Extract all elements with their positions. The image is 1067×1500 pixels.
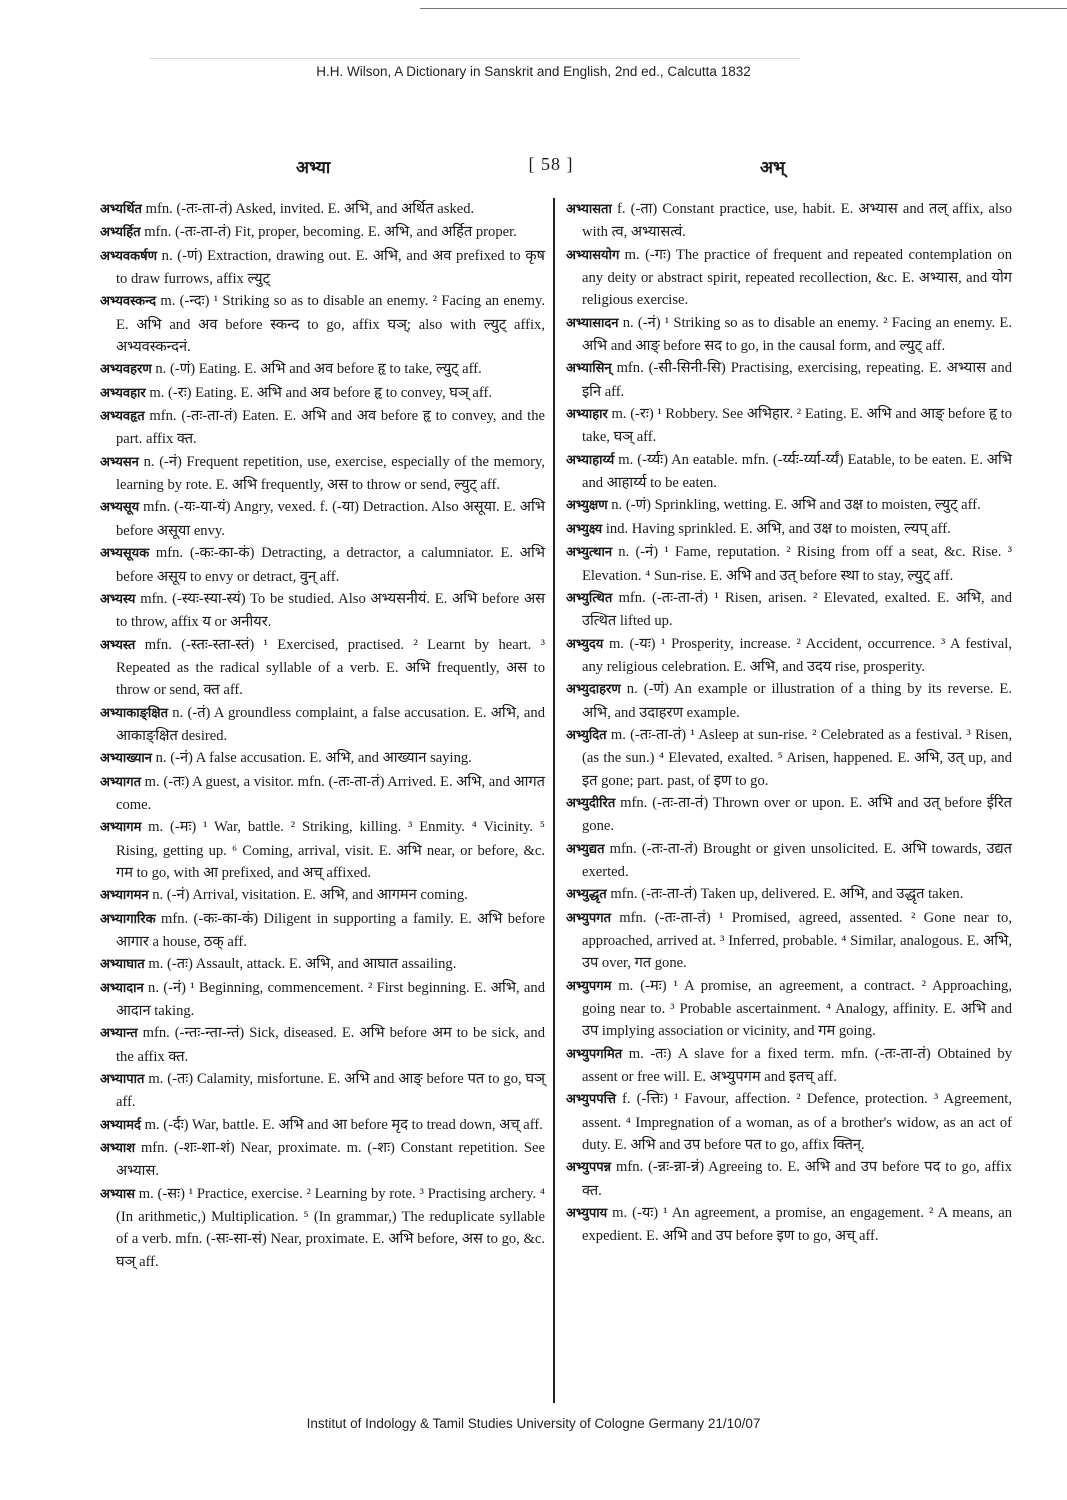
dictionary-entry xyxy=(566,518,1012,541)
entry-definition: mfn. (-तः-ता-तं) Brought or given unsolicited. E. अभि towards, उद्यत exerted. xyxy=(582,840,1012,880)
entry-definition: m. (-तः-ता-तं) ¹ Asleep at sun-rise. ² Celebrated as a festival. ³ Risen, (as the sun.) ⁴ Elevated, exalted. ⁵ Arisen, happened. E. अभि, उत् up, and इत gone; part. past, of इण to go. xyxy=(582,726,1012,789)
entry-definition: m. (-मः) ¹ War, battle. ² Striking, killing. ³ Enmity. ⁴ Vicinity. ⁵ Rising, getting up. ⁶ Coming, arrival, visit. E. अभि near, or before, &c. गम to go, with आ prefixed, and अच् affixed. xyxy=(116,819,545,881)
entry-headword: अभ्यवहार xyxy=(100,385,146,401)
dictionary-entry xyxy=(100,634,545,702)
entry-headword: अभ्युद्यत xyxy=(566,841,605,857)
dictionary-entry xyxy=(100,816,545,884)
dictionary-entry xyxy=(566,838,1012,884)
entry-definition: m. (-सः) ¹ Practice, exercise. ² Learning by rote. ³ Practising archery. ⁴ (In arithmetic,) Multiplication. ⁵ (In grammar,) The reduplicate syllable of a verb. mfn. (-सः-सा-सं) Near, proximate. E. अभि before, अस to go, &c. घञ् aff. xyxy=(116,1185,545,1270)
entry-definition: m. (-र्दः) War, battle. E. अभि and आ before मृद to tread down, अच् aff. xyxy=(140,1116,543,1133)
entry-headword: अभ्यापात xyxy=(100,1072,145,1088)
dictionary-entry xyxy=(566,357,1012,403)
entry-headword: अभ्यागमन xyxy=(100,888,149,904)
entry-definition: m. (-तः) Assault, attack. E. अभि, and आघात assailing. xyxy=(144,956,457,973)
dictionary-entry xyxy=(566,1088,1012,1156)
entry-definition: m. (-तः) Calamity, misfortune. E. अभि and आङ् before पत to go, घञ् aff. xyxy=(116,1071,545,1111)
entry-definition: mfn. (-तः-ता-तं) ¹ Promised, agreed, assented. ² Gone near to, approached, arrived at. ³ Inferred, probable. ⁴ Similar, analogous. E. अभि, उप over, गत gone. xyxy=(582,909,1012,972)
footer: Institut of Indology & Tamil Studies University of Cologne Germany 21/10/07 xyxy=(306,1416,761,1431)
entry-headword: अभ्यागत xyxy=(100,774,141,790)
entry-definition: mfn. (-न्तः-न्ता-न्तं) Sick, diseased. E. अभि before अम to be sick, and the affix क्त. xyxy=(116,1025,545,1065)
dictionary-entry xyxy=(566,907,1012,975)
entry-headword: अभ्युपगत xyxy=(566,910,611,926)
entry-headword: अभ्युदाहरण xyxy=(566,682,621,698)
dictionary-entry xyxy=(100,496,545,542)
dictionary-entry xyxy=(100,588,545,634)
entry-definition: m. (-यः) ¹ An agreement, a promise, an engagement. ² A means, an expedient. E. अभि and उप before इण to go, अच् aff. xyxy=(582,1205,1012,1245)
dictionary-entry xyxy=(566,403,1012,449)
entry-headword: अभ्यर्हित xyxy=(100,225,141,241)
entry-definition: m. (-र्य्यः) An eatable. mfn. (-र्य्यः-र्य्या-र्य्यं) Eatable, to be eaten. E. अभि and आहार्य्य to be eaten. xyxy=(582,451,1012,492)
entry-definition: n. (-नं) Frequent repetition, use, exercise, especially of the memory, learning by rote. E. अभि frequently, अस to throw or send, ल्युट् aff. xyxy=(116,453,545,494)
entry-headword: अभ्याघात xyxy=(100,957,145,973)
entry-definition: mfn. (-तः-ता-तं) Taken up, delivered. E. अभि, and उद्धृत taken. xyxy=(606,886,964,903)
entry-definition: mfn. (-तः-ता-तं) ¹ Risen, arisen. ² Elevated, exalted. E. अभि, and उत्थित lifted up. xyxy=(582,589,1012,630)
entry-headword: अभ्याश xyxy=(100,1141,136,1157)
entry-headword: अभ्यवहृत xyxy=(100,409,145,425)
dictionary-entry xyxy=(566,633,1012,679)
entry-definition: n. (-नं) ¹ Striking so as to disable an enemy. ² Facing an enemy. E. अभि and आङ् before सद to go, in the causal form, and ल्युट् aff. xyxy=(582,314,1012,355)
entry-definition: n. (-नं) Arrival, visitation. E. अभि, and आगमन coming. xyxy=(148,887,468,904)
entry-definition: n. (-तं) A groundless complaint, a false accusation. E. अभि, and आकाङ्क्षित desired. xyxy=(116,704,545,744)
entry-headword: अभ्युक्ष्य xyxy=(566,521,603,537)
entry-headword: अभ्यासिन् xyxy=(566,361,612,377)
dictionary-entry xyxy=(100,747,545,770)
dictionary-entry xyxy=(566,587,1012,633)
dictionary-entry xyxy=(566,449,1012,495)
entry-headword: अभ्याहार्य्य xyxy=(566,452,615,468)
entry-headword: अभ्युक्षण xyxy=(566,498,608,514)
dictionary-entry xyxy=(100,908,545,954)
dictionary-entry xyxy=(100,221,545,244)
dictionary-entry xyxy=(100,451,545,497)
dictionary-entry xyxy=(100,290,545,358)
entry-definition: n. (-नं) A false accusation. E. अभि, and आख्यान saying. xyxy=(151,750,472,767)
entry-definition: n. (-णं) Extraction, drawing out. E. अभि, and अव prefixed to कृष to draw furrows, affix ल्युट् xyxy=(116,247,545,288)
entry-definition: mfn. (-तः-ता-तं) Asked, invited. E. अभि, and अर्थित asked. xyxy=(141,201,475,217)
entry-definition: m. (-न्दः) ¹ Striking so as to disable an enemy. ² Facing an enemy. E. अभि and अव before स्कन्द to go, affix घञ्; also with ल्युट् affix, अभ्यवस्कन्दनं. xyxy=(116,293,545,356)
dictionary-entry xyxy=(100,771,545,817)
column-right xyxy=(566,198,1012,1248)
entry-headword: अभ्युपाय xyxy=(566,1206,608,1222)
entry-definition: n. (-णं) Sprinkling, wetting. E. अभि and उक्ष to moisten, ल्युट् aff. xyxy=(607,497,981,514)
running-head-left: अभ्या xyxy=(296,158,331,178)
column-divider xyxy=(553,198,555,1403)
entry-headword: अभ्याकाङ्क्षित xyxy=(100,705,168,721)
entry-headword: अभ्युपगम xyxy=(566,978,612,994)
entry-headword: अभ्यान्त xyxy=(100,1026,138,1042)
entry-headword: अभ्युपपत्ति xyxy=(566,1092,616,1108)
entry-definition: mfn. (-यः-या-यं) Angry, vexed. f. (-या) Detraction. Also असूया. E. अभि before असूया envy. xyxy=(116,499,545,539)
entry-definition: m. (-यः) ¹ Prosperity, increase. ² Accident, occurrence. ³ A festival, any religious celebration. E. अभि, and उदय rise, prosperity. xyxy=(582,635,1012,675)
entry-headword: अभ्यसूयक xyxy=(100,546,150,562)
dictionary-entry xyxy=(100,977,545,1023)
dictionary-entry xyxy=(566,792,1012,838)
entry-definition: n. (-णं) Eating. E. अभि and अव before हृ to take, ल्युट् aff. xyxy=(151,361,482,378)
dictionary-entry xyxy=(566,312,1012,358)
entry-headword: अभ्यर्थित xyxy=(100,202,142,217)
entry-definition: m. (-रः) Eating. E. अभि and अव before हृ to convey, घञ् aff. xyxy=(145,384,492,401)
entry-definition: m. (-मः) ¹ A promise, an agreement, a contract. ² Approaching, going near to. ³ Probable ascertainment. ⁴ Analogy, affinity. E. अभि and उप implying association or vicinity, and गम going. xyxy=(582,977,1012,1040)
entry-headword: अभ्यासता xyxy=(566,202,612,217)
column-left xyxy=(100,198,545,1273)
dictionary-entry xyxy=(100,953,545,976)
entry-headword: अभ्यागारिक xyxy=(100,911,156,927)
entry-headword: अभ्युदित xyxy=(566,727,607,743)
entry-headword: अभ्युत्थित xyxy=(566,590,613,606)
dictionary-entry xyxy=(100,382,545,405)
entry-definition: n. (-नं) ¹ Fame, reputation. ² Rising from off a seat, &c. Rise. ³ Elevation. ⁴ Sun-rise. E. अभि and उत् before स्था to stay, ल्युट् aff. xyxy=(582,544,1012,584)
dictionary-entry xyxy=(100,1068,545,1114)
entry-definition: f. (-त्तिः) ¹ Favour, affection. ² Defence, protection. ³ Agreement, assent. ⁴ Impregnation of a woman, as of a brother's widow, as an act of duty. E. अभि and उप before पत to go, affix क्तिन्. xyxy=(582,1091,1012,1154)
entry-definition: mfn. (-सी-सिनी-सि) Practising, exercising, repeating. E. अभ्यास and इनि aff. xyxy=(582,360,1012,400)
entry-definition: mfn. (-तः-ता-तं) Thrown over or upon. E. अभि and उत् before ईरित gone. xyxy=(582,794,1012,835)
entry-definition: mfn. (-तः-ता-तं) Fit, proper, becoming. E. अभि, and अर्हित proper. xyxy=(140,224,517,241)
entry-definition: mfn. (-कः-का-कं) Diligent in supporting a family. E. अभि before आगार a house, ठक् aff. xyxy=(116,910,545,950)
entry-headword: अभ्यादान xyxy=(100,980,144,996)
entry-definition: m. (-तः) A guest, a visitor. mfn. (-तः-ता-तं) Arrived. E. अभि, and आगत come. xyxy=(116,773,545,813)
dictionary-entry xyxy=(566,541,1012,587)
dictionary-entry xyxy=(100,1183,545,1273)
dictionary-entry xyxy=(566,198,1012,244)
page-number: [ 58 ] xyxy=(528,154,574,174)
entry-headword: अभ्यवस्कन्द xyxy=(100,294,157,310)
dictionary-entry xyxy=(100,702,545,748)
entry-definition: m. -तः) A slave for a fixed term. mfn. (-तः-ता-तं) Obtained by assent or free will. E. अभ्युपगम and इतच् aff. xyxy=(582,1045,1012,1086)
entry-definition: mfn. (-शः-शा-शं) Near, proximate. m. (-शः) Constant repetition. See अभ्यास. xyxy=(116,1140,545,1180)
entry-headword: अभ्युपपन्न xyxy=(566,1160,612,1176)
dictionary-entry xyxy=(100,542,545,588)
entry-headword: अभ्यवकर्षण xyxy=(100,248,158,264)
source-header: H.H. Wilson, A Dictionary in Sanskrit and English, 2nd ed., Calcutta 1832 xyxy=(316,64,751,79)
dictionary-entry xyxy=(100,1022,545,1068)
entry-headword: अभ्यागम xyxy=(100,820,142,836)
dictionary-entry xyxy=(100,884,545,907)
scan-artifact-line xyxy=(150,58,800,59)
dictionary-entry xyxy=(566,975,1012,1043)
entry-definition: n. (-णं) An example or illustration of a thing by its reverse. E. अभि, and उदाहरण example. xyxy=(582,681,1012,721)
dictionary-entry xyxy=(100,245,545,291)
entry-headword: अभ्यसूय xyxy=(100,500,140,516)
entry-headword: अभ्यसन xyxy=(100,454,139,470)
dictionary-entry xyxy=(100,358,545,381)
entry-headword: अभ्यवहरण xyxy=(100,362,152,378)
dictionary-entry xyxy=(100,1137,545,1183)
entry-headword: अभ्याख्यान xyxy=(100,751,152,767)
dictionary-entry xyxy=(566,1043,1012,1089)
running-head-right: अभ् xyxy=(760,158,785,178)
entry-headword: अभ्युदीरित xyxy=(566,795,616,811)
entry-definition: ind. Having sprinkled. E. अभि, and उक्ष to moisten, ल्यप् aff. xyxy=(602,520,951,537)
entry-headword: अभ्यामर्द xyxy=(100,1117,141,1133)
entry-headword: अभ्युपगमित xyxy=(566,1046,623,1062)
entry-definition: n. (-नं) ¹ Beginning, commencement. ² First beginning. E. अभि, and आदान taking. xyxy=(116,979,545,1020)
entry-headword: अभ्यस्त xyxy=(100,637,136,653)
dictionary-entry xyxy=(566,724,1012,792)
entry-definition: mfn. (-कः-का-कं) Detracting, a detractor, a calumniator. E. अभि before असूय to envy or detract, वुन् aff. xyxy=(116,545,545,585)
entry-headword: अभ्युदय xyxy=(566,636,604,652)
dictionary-entry xyxy=(566,244,1012,312)
entry-definition: f. (-ता) Constant practice, use, habit. E. अभ्यास and तल् affix, also with त्व, अभ्यासत्वं. xyxy=(582,201,1012,241)
entry-headword: अभ्युद्धृत xyxy=(566,887,607,903)
dictionary-entry xyxy=(100,198,545,221)
entry-definition: mfn. (-स्यः-स्या-स्यं) To be studied. Also अभ्यसनीयं. E. अभि before अस to throw, affix य or अनीयर. xyxy=(116,590,545,631)
dictionary-entry xyxy=(100,1114,545,1137)
dictionary-entry xyxy=(566,678,1012,724)
entry-definition: mfn. (-तः-ता-तं) Eaten. E. अभि and अव before हृ to convey, and the part. affix क्त. xyxy=(116,408,545,448)
dictionary-entry xyxy=(566,494,1012,517)
entry-definition: mfn. (-स्तः-स्ता-स्तं) ¹ Exercised, practised. ² Learnt by heart. ³ Repeated as the radical syllable of a verb. E. अभि frequently, अस to throw or send, क्त aff. xyxy=(116,636,545,699)
dictionary-entry xyxy=(566,883,1012,906)
entry-headword: अभ्यस्य xyxy=(100,591,136,607)
dictionary-entry xyxy=(566,1202,1012,1248)
dictionary-entry xyxy=(100,405,545,451)
scan-artifact-line xyxy=(420,8,1067,9)
entry-headword: अभ्यास xyxy=(100,1186,136,1202)
entry-definition: mfn. (-न्नः-न्ना-न्नं) Agreeing to. E. अभि and उप before पद to go, affix क्त. xyxy=(582,1159,1012,1199)
entry-headword: अभ्यासादन xyxy=(566,315,619,331)
entry-definition: m. (-रः) ¹ Robbery. See अभिहार. ² Eating. E. अभि and आङ् before हृ to take, घञ् aff. xyxy=(582,406,1012,446)
entry-definition: m. (-गः) The practice of frequent and repeated contemplation on any deity or abstract spirit, repeated recollection, &c. E. अभ्यास, and योग religious exercise. xyxy=(582,246,1012,309)
dictionary-entry xyxy=(566,1156,1012,1202)
entry-headword: अभ्याहार xyxy=(566,407,608,423)
entry-headword: अभ्युत्थान xyxy=(566,545,613,561)
entry-headword: अभ्यासयोग xyxy=(566,247,620,263)
